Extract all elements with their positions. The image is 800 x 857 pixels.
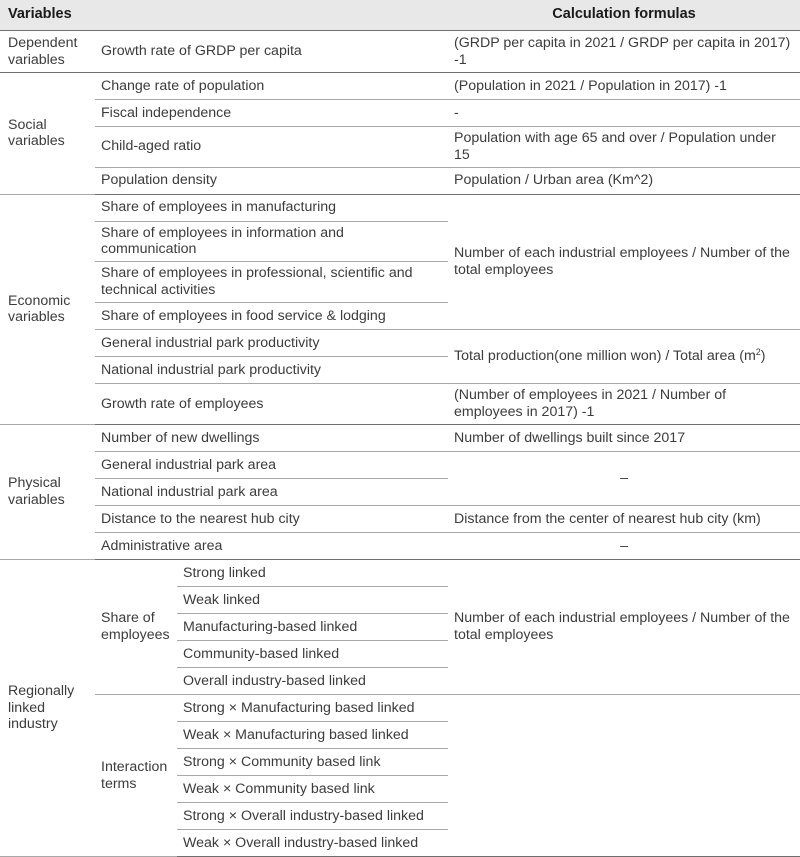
- variable-cell: Administrative area: [95, 533, 448, 560]
- category-economic: Economic variables: [0, 194, 95, 425]
- variable-cell: Manufacturing-based linked: [177, 614, 448, 641]
- variable-cell: Number of new dwellings: [95, 425, 448, 452]
- formula-cell: Number of each industrial employees / Number of the total employees: [448, 560, 800, 695]
- formula-cell: Population with age 65 and over / Population under 15: [448, 127, 800, 168]
- header-row: [0, 0, 800, 31]
- variable-cell: Share of employees in information and communication: [95, 221, 448, 262]
- formula-cell: –: [448, 452, 800, 506]
- formula-cell: Distance from the center of nearest hub city (km): [448, 506, 800, 533]
- productivity-formula: Total production(one million won) / Total area (m: [454, 348, 756, 365]
- formula-cell: Number of dwellings built since 2017: [448, 425, 800, 452]
- variable-cell: General industrial park productivity: [95, 330, 448, 357]
- formula-cell-empty: [448, 695, 800, 857]
- table-row: [0, 560, 800, 587]
- variable-cell: Share of employees in professional, scientific and technical activities: [95, 262, 448, 303]
- table-row: [0, 100, 800, 127]
- group-interaction-terms: Interaction terms: [95, 695, 177, 857]
- formula-cell: Number of each industrial employees / Number of the total employees: [448, 194, 800, 330]
- table-row: [0, 194, 800, 221]
- variable-cell: National industrial park productivity: [95, 357, 448, 384]
- variable-cell: Strong × Manufacturing based linked: [177, 695, 448, 722]
- table-row: [0, 127, 800, 168]
- category-physical: Physical variables: [0, 425, 95, 560]
- formula-cell: Population / Urban area (Km^2): [448, 167, 800, 194]
- variable-cell: Weak × Manufacturing based linked: [177, 722, 448, 749]
- table-row: [0, 506, 800, 533]
- variable-cell: Population density: [95, 167, 448, 194]
- variable-cell: Share of employees in food service & lodging: [95, 303, 448, 330]
- variable-cell: National industrial park area: [95, 479, 448, 506]
- variable-cell: Strong linked: [177, 560, 448, 587]
- table-row: [0, 31, 800, 73]
- variable-cell: Fiscal independence: [95, 100, 448, 127]
- formula-cell: –: [448, 533, 800, 560]
- variable-cell: Weak × Overall industry-based linked: [177, 830, 448, 857]
- formula-cell: (Number of employees in 2021 / Number of employees in 2017) -1: [448, 384, 800, 425]
- formula-cell: (GRDP per capita in 2021 / GRDP per capita in 2017) -1: [448, 31, 800, 73]
- table-row: [0, 384, 800, 425]
- variable-cell: Community-based linked: [177, 641, 448, 668]
- table-row: [0, 695, 800, 722]
- table-row: [0, 73, 800, 100]
- table-row: [0, 330, 800, 357]
- superscript-2: 2: [755, 347, 761, 358]
- variable-cell: Growth rate of employees: [95, 384, 448, 425]
- table-row: [0, 452, 800, 479]
- variable-cell: Weak × Community based link: [177, 776, 448, 803]
- header-formulas: Calculation formulas: [448, 0, 800, 31]
- category-social: Social variables: [0, 73, 95, 195]
- header-variables: Variables: [0, 0, 448, 31]
- variable-cell: Strong × Overall industry-based linked: [177, 803, 448, 830]
- variable-cell: Share of employees in manufacturing: [95, 194, 448, 221]
- table-row: [0, 533, 800, 560]
- formula-cell: [448, 330, 800, 384]
- group-share-of-employees: Share of employees: [95, 560, 177, 695]
- category-regional: Regionally linked industry: [0, 560, 95, 857]
- variable-cell: Growth rate of GRDP per capita: [95, 31, 448, 73]
- variable-cell: Strong × Community based link: [177, 749, 448, 776]
- variable-cell: Child-aged ratio: [95, 127, 448, 168]
- category-dependent: Dependent variables: [0, 31, 95, 73]
- variable-cell: Weak linked: [177, 587, 448, 614]
- variable-cell: Distance to the nearest hub city: [95, 506, 448, 533]
- variable-cell: Overall industry-based linked: [177, 668, 448, 695]
- variable-cell: General industrial park area: [95, 452, 448, 479]
- variable-cell: Change rate of population: [95, 73, 448, 100]
- table-row: [0, 167, 800, 194]
- formula-cell: -: [448, 100, 800, 127]
- formula-cell: (Population in 2021 / Population in 2017) -1: [448, 73, 800, 100]
- table-row: [0, 425, 800, 452]
- productivity-formula-close: ): [760, 348, 766, 365]
